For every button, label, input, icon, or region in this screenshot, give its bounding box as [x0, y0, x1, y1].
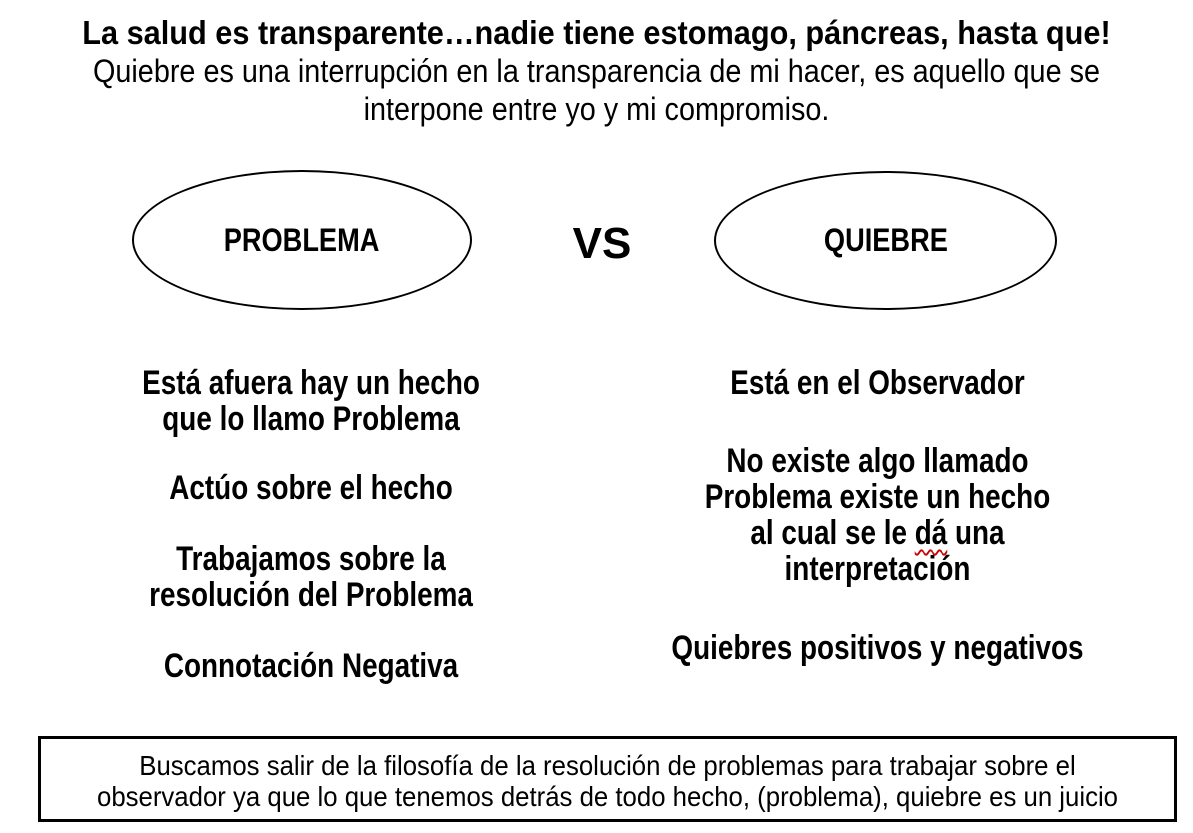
problema-item-connotacion [61, 648, 561, 684]
quiebre-item-observador [625, 365, 1130, 401]
problema-item-line: resolución del Problema [149, 576, 473, 614]
slide-title [0, 14, 1193, 128]
problema-item-line: Está afuera hay un hecho [142, 364, 480, 402]
quiebre-item-line3-post: una [947, 514, 1005, 552]
title-line-2: Quiebre es una interrupción en la transparencia de mi hacer, es aquello que se [92, 53, 1101, 89]
title-line-3: interpone entre yo y mi compromiso. [363, 91, 830, 127]
problema-item-trabajamos [61, 541, 561, 613]
problema-item-line: Connotación Negativa [163, 647, 459, 685]
quiebre-oval [714, 171, 1057, 310]
problema-item-esta-afuera [61, 365, 561, 437]
footer-box [38, 736, 1177, 822]
problema-item-line: que lo llamo Problema [162, 400, 460, 438]
problema-oval-label: PROBLEMA [224, 221, 380, 258]
title-line-1: La salud es transparente…nadie tiene estomago, páncreas, hasta que! [82, 14, 1111, 51]
quiebre-item-line: Quiebres positivos y negativos [671, 629, 1084, 667]
quiebre-item-line3-pre: al cual se le [750, 514, 915, 552]
quiebre-item-line: Está en el Observador [730, 364, 1025, 402]
quiebre-oval-label: QUIEBRE [823, 222, 948, 258]
quiebre-item-positivos-negativos [625, 630, 1130, 666]
footer-line-2: observador ya que lo que tenemos detrás de todo hecho, (problema), quiebre es un juicio [96, 781, 1119, 812]
problema-oval [132, 170, 472, 310]
vs-label: VS [572, 219, 632, 268]
footer-line-1: Buscamos salir de la filosofía de la resolución de problemas para trabajar sobre el [139, 750, 1076, 781]
problema-item-line: Trabajamos sobre la [176, 540, 446, 578]
quiebre-item-line [670, 515, 1084, 551]
problema-item-line: Actúo sobre el hecho [169, 469, 453, 507]
quiebre-item-no-existe [625, 443, 1130, 587]
quiebre-item-line: Problema existe un hecho [704, 478, 1051, 516]
quiebre-item-line: interpretación [784, 550, 971, 588]
misspelled-word-da: dá [914, 514, 948, 552]
problema-item-actuo [61, 470, 561, 506]
quiebre-item-line: No existe algo llamado [726, 442, 1029, 480]
